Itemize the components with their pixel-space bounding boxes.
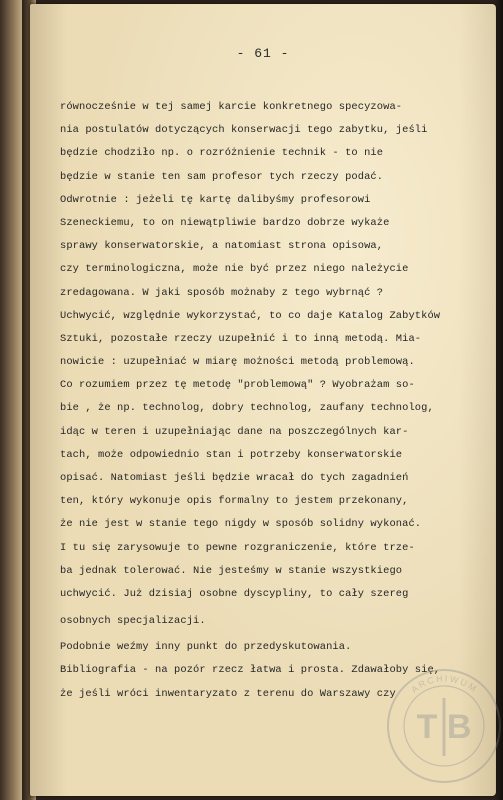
- text-line: Uchwycić, względnie wykorzystać, to co daje Katalog Zabytków: [60, 309, 441, 322]
- text-line: uchwycić. Już dzisiaj osobne dyscypliny, to cały szereg: [60, 587, 409, 600]
- text-line: że nie jest w stanie tego nigdy w sposób solidny wykonać.: [60, 518, 422, 531]
- stamp-arc-text: ARCHIWUM: [409, 673, 480, 695]
- page-edge-shadow: [495, 0, 503, 800]
- text-line: Co rozumiem przez tę metodę "problemową" ? Wyobrażam so-: [60, 379, 415, 392]
- text-line: Szeneckiemu, to on niewątpliwie bardzo dobrze wykaże: [60, 216, 390, 229]
- document-page: [30, 4, 496, 796]
- previous-page-edge: [0, 0, 24, 800]
- text-line: zredagowana. W jaki sposób możnaby z tego wybrnąć ?: [60, 286, 384, 299]
- text-line: ba jednak tolerować. Nie jesteśmy w stanie wszystkiego: [60, 564, 403, 577]
- text-line: będzie w stanie ten sam profesor tych rzeczy podać.: [60, 170, 384, 183]
- text-line: że jeśli wróci inwentaryzato z terenu do Warszawy czy: [60, 687, 396, 700]
- archive-stamp-watermark: [382, 664, 503, 789]
- text-line: nia postulatów dotyczących konserwacji tego zabytku, jeśli: [60, 124, 428, 137]
- text-line: ten, który wykonuje opis formalny to jestem przekonany,: [60, 495, 409, 508]
- text-line: osobnych specjalizacji.: [60, 615, 206, 628]
- stamp-monogram: T B: [416, 708, 472, 746]
- text-line: Podobnie weźmy inny punkt do przedyskutowania.: [60, 641, 352, 654]
- text-line: będzie chodziło np. o rozróżnienie technik - to nie: [60, 147, 384, 160]
- text-line: równocześnie w tej samej karcie konkretnego specyzowa-: [60, 101, 403, 113]
- text-line: czy terminologiczna, może nie być przez niego należycie: [60, 263, 409, 276]
- text-line: Odwrotnie : jeżeli tę kartę dalibyśmy profesorowi: [60, 193, 371, 206]
- text-line: bie , że np. technolog, dobry technolog, zaufany technolog,: [60, 402, 434, 415]
- text-line: Bibliografia - na pozór rzecz łatwa i prosta. Zdawałoby się,: [60, 664, 441, 677]
- typed-text-body: [60, 96, 490, 706]
- text-line: I tu się zarysowuje to pewne rozgraniczenie, które trze-: [60, 541, 415, 554]
- text-line: nowicie : uzupełniać w miarę możności metodą problemową.: [60, 356, 415, 369]
- text-line: opisać. Natomiast jeśli będzie wracał do tych zagadnień: [60, 472, 409, 484]
- page-number: - 61 -: [236, 46, 290, 61]
- stamp-graphic: [382, 664, 503, 789]
- text-line: idąc w teren i uzupełniając dane na poszczególnych kar-: [60, 425, 409, 438]
- text-line: tach, może odpowiednio stan i potrzeby konserwatorskie: [60, 448, 403, 461]
- text-line: sprawy konserwatorskie, a natomiast strona opisowa,: [60, 240, 384, 253]
- text-line: Sztuki, pozostałe rzeczy uzupełnić i to inną metodą. Mia-: [60, 332, 422, 345]
